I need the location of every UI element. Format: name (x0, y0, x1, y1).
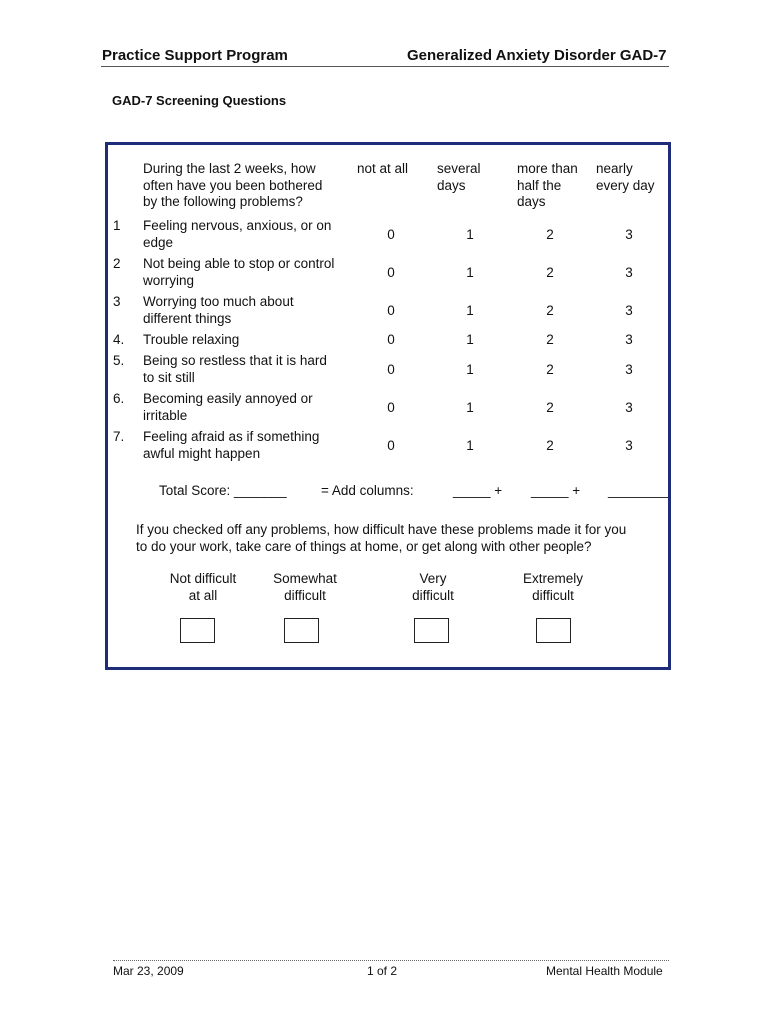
item-number: 7. (113, 429, 125, 444)
footer-date: Mar 23, 2009 (113, 964, 184, 978)
score-option[interactable]: 2 (546, 362, 554, 377)
column-header-line: nearly (596, 161, 633, 176)
column-header-line: half the (517, 177, 562, 193)
item-number: 1 (113, 218, 121, 233)
item-text-line: Trouble relaxing (143, 332, 240, 347)
column-sum-field[interactable]: _____ + (453, 483, 503, 498)
item-text-line: Not being able to stop or control (143, 256, 335, 271)
difficulty-option-line: Not difficult (169, 571, 237, 586)
score-option[interactable]: 1 (466, 400, 474, 415)
column-header-nearly-every-day (596, 161, 655, 194)
score-option[interactable]: 3 (625, 438, 633, 453)
difficulty-option-line: at all (188, 587, 218, 603)
score-option[interactable]: 0 (387, 400, 395, 415)
score-option[interactable]: 2 (546, 332, 554, 347)
difficulty-question-line: to do your work, take care of things at home, or get along with other people? (136, 538, 592, 554)
item-text (143, 429, 319, 462)
score-option[interactable]: 1 (466, 332, 474, 347)
difficulty-option-line: difficult (412, 587, 454, 603)
score-option[interactable]: 2 (546, 400, 554, 415)
column-header-line: days (437, 177, 466, 193)
difficulty-option-label (250, 571, 360, 604)
footer-module: Mental Health Module (546, 964, 663, 978)
item-text (143, 294, 294, 327)
difficulty-option-line: Very (419, 571, 447, 586)
column-header-line: every day (596, 177, 655, 193)
difficulty-question-line: If you checked off any problems, how difficult have these problems made it for you (136, 522, 627, 537)
difficulty-option-label (498, 571, 608, 604)
item-text-line: to sit still (143, 369, 195, 385)
header-left-title: Practice Support Program (102, 47, 288, 64)
column-header-line: days (517, 194, 546, 209)
item-number: 2 (113, 256, 121, 271)
score-option[interactable]: 0 (387, 362, 395, 377)
column-sum-field[interactable]: _____ + (531, 483, 581, 498)
item-text-line: edge (143, 234, 174, 250)
header-divider (101, 66, 669, 67)
score-option[interactable]: 3 (625, 265, 633, 280)
score-option[interactable]: 1 (466, 265, 474, 280)
not-difficult-checkbox[interactable] (180, 618, 215, 643)
difficulty-option-line: Somewhat (273, 571, 337, 586)
item-text-line: irritable (143, 407, 188, 423)
item-text (143, 353, 327, 386)
item-text (143, 218, 331, 251)
score-option[interactable]: 1 (466, 438, 474, 453)
item-text-line: Feeling nervous, anxious, or on (143, 218, 332, 233)
score-option[interactable]: 3 (625, 362, 633, 377)
score-option[interactable]: 2 (546, 265, 554, 280)
footer-page-number: 1 of 2 (367, 964, 398, 978)
column-header-more-than-half (517, 161, 578, 211)
column-header-line: more than (517, 161, 578, 176)
score-option[interactable]: 1 (466, 227, 474, 242)
very-difficult-checkbox[interactable] (414, 618, 449, 643)
item-text (143, 332, 239, 349)
difficulty-question (136, 522, 626, 555)
score-option[interactable]: 0 (387, 438, 395, 453)
item-text-line: worrying (143, 272, 195, 288)
column-header-several-days (437, 161, 481, 194)
score-option[interactable]: 0 (387, 303, 395, 318)
score-option[interactable]: 2 (546, 303, 554, 318)
section-title: GAD-7 Screening Questions (112, 93, 287, 108)
item-text (143, 391, 313, 424)
column-header-not-at-all (357, 161, 408, 178)
score-option[interactable]: 0 (387, 332, 395, 347)
total-score-field[interactable]: Total Score: _______ (159, 483, 287, 498)
score-option[interactable]: 1 (466, 362, 474, 377)
column-header-line: not at all (357, 161, 409, 176)
item-text-line: Worrying too much about (143, 294, 294, 309)
extremely-difficult-checkbox[interactable] (536, 618, 571, 643)
question-prompt-line: often have you been bothered (143, 177, 323, 193)
score-option[interactable]: 2 (546, 438, 554, 453)
item-text-line: awful might happen (143, 445, 261, 461)
score-option[interactable]: 3 (625, 303, 633, 318)
item-text-line: Being so restless that it is hard (143, 353, 327, 368)
score-option[interactable]: 3 (625, 332, 633, 347)
footer-divider (113, 960, 669, 961)
difficulty-option-label (148, 571, 258, 604)
item-number: 6. (113, 391, 125, 406)
difficulty-option-line: difficult (284, 587, 326, 603)
difficulty-option-line: difficult (532, 587, 574, 603)
item-text-line: Becoming easily annoyed or (143, 391, 313, 406)
question-prompt-line: During the last 2 weeks, how (143, 161, 316, 176)
question-prompt-line: by the following problems? (143, 194, 303, 209)
somewhat-difficult-checkbox[interactable] (284, 618, 319, 643)
score-option[interactable]: 0 (387, 227, 395, 242)
score-option[interactable]: 3 (625, 227, 633, 242)
header-right-title: Generalized Anxiety Disorder GAD-7 (407, 47, 667, 64)
score-option[interactable]: 1 (466, 303, 474, 318)
add-columns-label: = Add columns: (321, 483, 414, 498)
item-number: 5. (113, 353, 125, 368)
column-sum-field[interactable]: ________ (608, 483, 669, 498)
item-number: 4. (113, 332, 125, 347)
item-text (143, 256, 334, 289)
difficulty-option-label (378, 571, 488, 604)
item-number: 3 (113, 294, 121, 309)
item-text-line: different things (143, 310, 232, 326)
difficulty-option-line: Extremely (522, 571, 583, 586)
question-prompt (143, 161, 322, 211)
score-option[interactable]: 0 (387, 265, 395, 280)
score-option[interactable]: 3 (625, 400, 633, 415)
column-header-line: several (437, 161, 481, 176)
item-text-line: Feeling afraid as if something (143, 429, 320, 444)
score-option[interactable]: 2 (546, 227, 554, 242)
